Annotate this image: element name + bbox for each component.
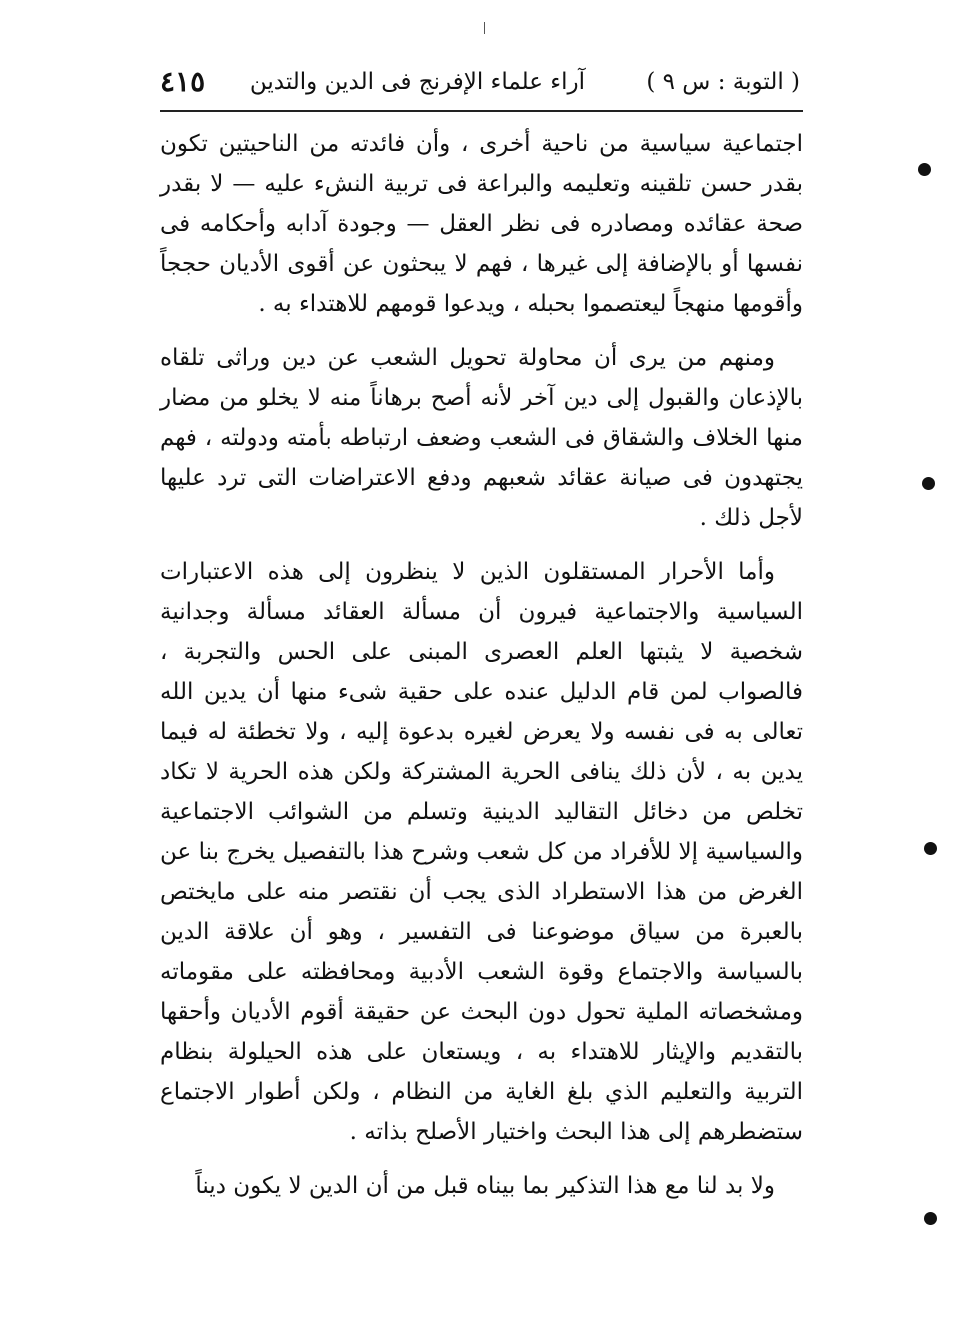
- surah-reference: ( التوبة : س ٩ ): [646, 69, 800, 95]
- running-title: آراء علماء الإفرنج فى الدين والتدين: [249, 69, 585, 95]
- binding-hole-mark: [924, 1212, 937, 1225]
- paragraph: ومنهم من يرى أن محاولة تحويل الشعب عن دين وراثى تلقاه بالإذعان والقبول إلى دين آخر لأنه أصح برهاناً منه لا يخلو من مضار منها الخلاف والشقاق فى الشعب وضعف ارتباطه بأمته ودولته ، فهم يجتهدون فى صيانة عقائد شعبهم ودفع الاعتراضات التى ترد عليها لأجل ذلك .: [160, 345, 803, 531]
- paragraph: ولا بد لنا مع هذا التذكير بما بيناه قبل من أن الدين لا يكون ديناً: [195, 1173, 775, 1199]
- scan-tick-mark: [484, 22, 485, 34]
- paragraph: وأما الأحرار المستقلون الذين لا ينظرون إلى هذه الاعتبارات السياسية والاجتماعية فيرون أن مسألة العقائد مسألة وجدانية شخصية لا يثبتها العلم العصرى المبنى على الحس والتجربة ، فالصواب لمن قام الدليل عنده على حقية شىء منها أن يدين الله تعالى به فى نفسه ولا يعرض لغيره بدعوة إليه ، ولا تخطئة له فيما يدين به ، لأن ذلك ينافى الحرية المشتركة ولكن هذه الحرية لا تكاد تخلص من دخائل التقاليد الدينية وتسلم من الشوائب الاجتماعية والسياسية إلا للأفراد من كل شعب وشرح هذا بالتفصيل يخرج بنا عن الغرض من هذا الاستطراد الذى يجب أن نقتصر منه على مايختص بالعبرة من سياق موضوعنا فى التفسير ، وهو أن علاقة الدين بالسياسة والاجتماع وقوة الشعب الأدبية ومحافظته على مقوماته ومشخصاته الملية تحول دون البحث عن حقيقة أقوم الأديان وأحقها بالتقديم والإيثار للاهتداء به ، ويستعان على هذه الحيلولة بنظام التربية والتعليم الذي بلغ الغاية من النظام ، ولكن أطوار الاجتماع ستضطرهم إلى هذا البحث واختيار الأصلح بذاته .: [160, 559, 804, 1145]
- paragraph: اجتماعية سياسية من ناحية أخرى ، وأن فائدته من الناحيتين تكون بقدر حسن تلقينه وتعليمه والبراعة فى تربية النشء عليه — لا بقدر صحة عقائده ومصادره فى نظر العقل — وجودة آدابه وأحكامه فى نفسها أو بالإضافة إلى غيرها ، فهم لا يبحثون عن أقوى الأديان حججاً وأقومها منهجاً ليعتصموا بحبله ، ويدعوا قومهم للاهتداء به .: [160, 131, 803, 317]
- header-rule: [160, 110, 803, 112]
- binding-hole-mark: [918, 163, 931, 176]
- page-number: ٤١٥: [160, 65, 206, 98]
- page-header: [160, 62, 800, 102]
- binding-hole-mark: [922, 477, 935, 490]
- body-text: [160, 124, 803, 1206]
- binding-hole-mark: [924, 842, 937, 855]
